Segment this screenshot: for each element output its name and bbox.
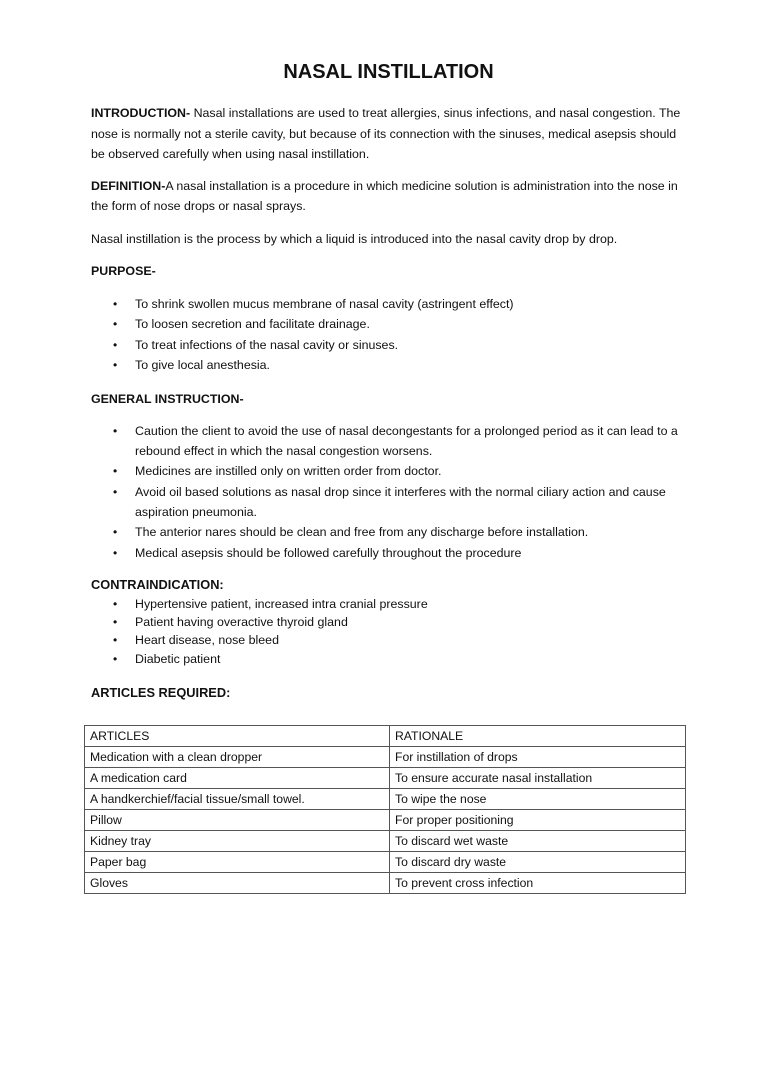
list-item-text: Caution the client to avoid the use of nasal decongestants for a prolonged period as it can lead to a rebound effect in which the nasal congestion worsens.: [135, 424, 678, 458]
column-header-rationale: RATIONALE: [390, 726, 686, 747]
list-item-text: To give local anesthesia.: [135, 358, 271, 372]
bullet-icon: •: [113, 485, 118, 500]
articles-table: [84, 725, 686, 894]
list-item-text: Hypertensive patient, increased intra cranial pressure: [135, 596, 428, 611]
list-item-text: Medicines are instilled only on written order from doctor.: [135, 464, 442, 479]
general-instruction-heading: [91, 389, 686, 410]
introduction-text: Nasal installations are used to treat allergies, sinus infections, and nasal congestion. The nose is normally not a sterile cavity, but because of its connection with the sinuses, medical asepsis should be observed carefully when using nasal instillation.: [91, 106, 681, 161]
article-cell: Gloves: [85, 873, 390, 894]
purpose-heading-text: PURPOSE-: [91, 264, 156, 278]
purpose-heading: [91, 261, 686, 282]
document-page: [0, 58, 768, 1082]
rationale-cell: To prevent cross infection: [390, 873, 686, 894]
purpose-list: [91, 294, 686, 376]
list-item: [91, 523, 686, 543]
general-instruction-list: [91, 422, 686, 564]
list-item-text: Medical asepsis should be followed carefully throughout the procedure: [135, 546, 522, 561]
table-row: [85, 831, 686, 852]
rationale-cell: To wipe the nose: [390, 789, 686, 810]
article-cell: A handkerchief/facial tissue/small towel.: [85, 789, 390, 810]
article-cell: A medication card: [85, 768, 390, 789]
rationale-cell: To discard dry waste: [390, 852, 686, 873]
list-item-text: To loosen secretion and facilitate drainage.: [135, 317, 370, 331]
bullet-icon: •: [113, 464, 118, 479]
list-item: [91, 335, 686, 356]
list-item: [91, 422, 686, 461]
column-header-articles: ARTICLES: [85, 726, 390, 747]
list-item: [91, 355, 686, 376]
table-row: [85, 810, 686, 831]
list-item-text: Avoid oil based solutions as nasal drop since it interferes with the normal ciliary action and cause aspiration pneumonia.: [135, 485, 666, 519]
list-item-text: Diabetic patient: [135, 651, 221, 666]
general-instruction-heading-text: GENERAL INSTRUCTION-: [91, 391, 244, 406]
list-item: [91, 613, 686, 631]
article-cell: Paper bag: [85, 852, 390, 873]
bullet-icon: •: [113, 651, 118, 666]
definition-text: A nasal installation is a procedure in which medicine solution is administration into the nose in the form of nose drops or nasal sprays.: [91, 178, 678, 213]
list-item: [91, 314, 686, 335]
rationale-cell: For instillation of drops: [390, 747, 686, 768]
introduction-label: INTRODUCTION-: [91, 106, 191, 120]
rationale-cell: To ensure accurate nasal installation: [390, 768, 686, 789]
list-item: [91, 294, 686, 315]
list-item: [91, 462, 686, 482]
introduction-paragraph: [91, 103, 686, 165]
bullet-icon: •: [113, 296, 118, 311]
list-item: [91, 650, 686, 668]
bullet-icon: •: [113, 337, 118, 352]
page-title: NASAL INSTILLATION: [283, 61, 494, 83]
bullet-icon: •: [113, 358, 118, 372]
definition-paragraph: [91, 176, 686, 217]
list-item-text: To shrink swollen mucus membrane of nasal cavity (astringent effect): [135, 296, 514, 311]
article-cell: Kidney tray: [85, 831, 390, 852]
bullet-icon: •: [113, 525, 118, 540]
bullet-icon: •: [113, 614, 118, 629]
list-item: [91, 595, 686, 613]
list-item-text: The anterior nares should be clean and free from any discharge before installation.: [135, 525, 589, 540]
table-header-row: [85, 726, 686, 747]
definition-label: DEFINITION-: [91, 178, 166, 193]
contraindication-list: [91, 595, 686, 668]
bullet-icon: •: [113, 633, 118, 648]
article-cell: Pillow: [85, 810, 390, 831]
rationale-cell: For proper positioning: [390, 810, 686, 831]
bullet-icon: •: [113, 424, 118, 438]
table-row: [85, 873, 686, 894]
articles-required-heading: ARTICLES REQUIRED:: [91, 684, 231, 700]
list-item: [91, 631, 686, 649]
table-row: [85, 789, 686, 810]
article-cell: Medication with a clean dropper: [85, 747, 390, 768]
list-item-text: To treat infections of the nasal cavity or sinuses.: [135, 337, 399, 352]
bullet-icon: •: [113, 596, 118, 611]
instillation-paragraph: Nasal instillation is the process by which a liquid is introduced into the nasal cavity drop by drop.: [91, 231, 618, 246]
contraindication-heading: CONTRAINDICATION:: [91, 576, 224, 592]
list-item-text: Heart disease, nose bleed: [135, 633, 279, 648]
rationale-cell: To discard wet waste: [390, 831, 686, 852]
list-item: [91, 544, 686, 564]
table-row: [85, 768, 686, 789]
table-row: [85, 852, 686, 873]
list-item-text: Patient having overactive thyroid gland: [135, 614, 348, 629]
table-row: [85, 747, 686, 768]
bullet-icon: •: [113, 546, 118, 561]
bullet-icon: •: [113, 317, 118, 331]
list-item: [91, 483, 686, 522]
